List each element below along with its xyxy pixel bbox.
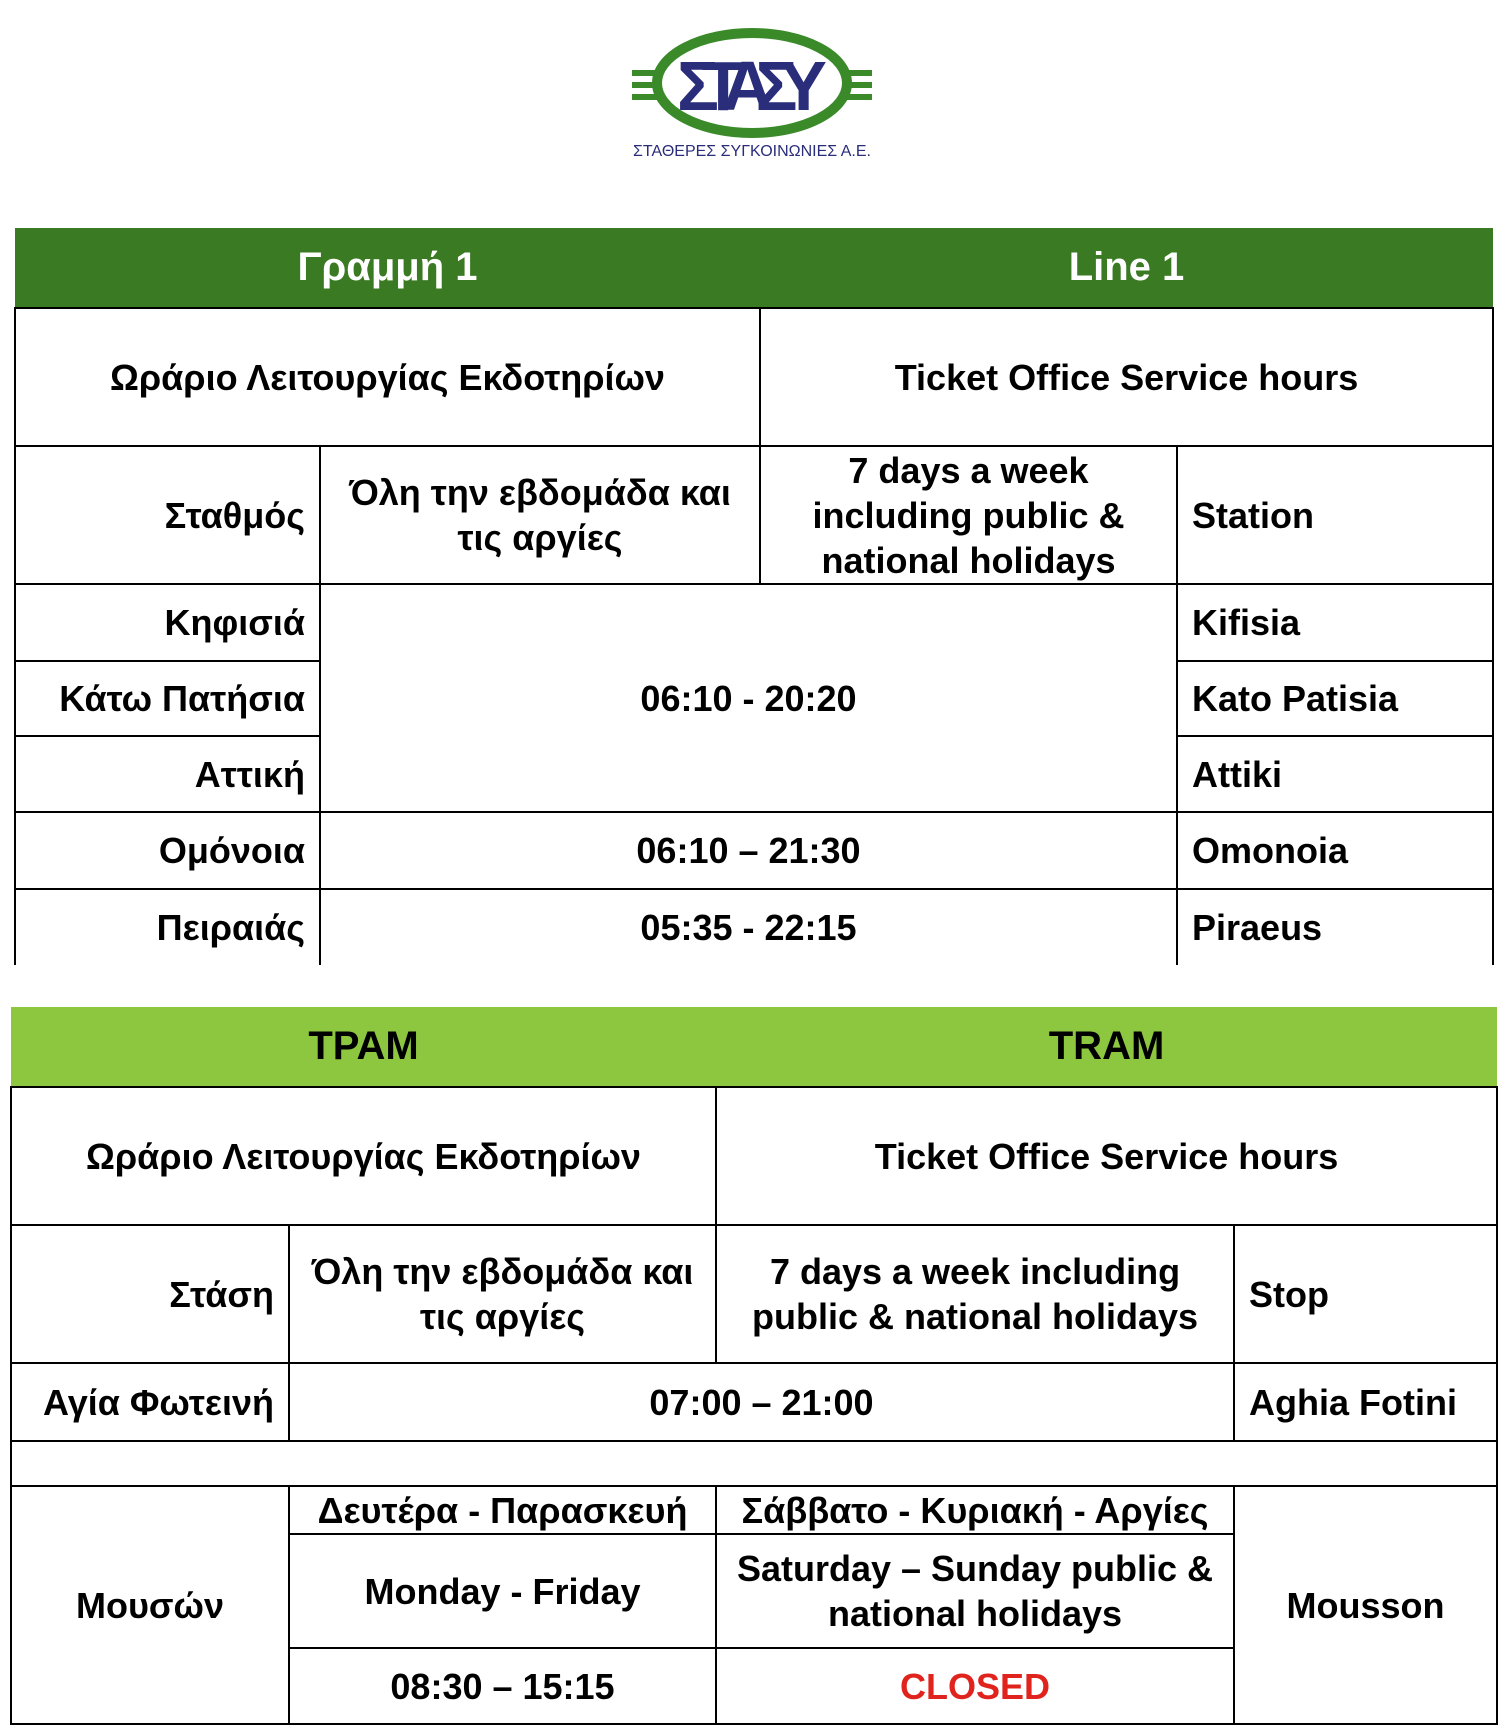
tram-col-days-gr: Όλη την εβδομάδα και τις αργίες [289,1225,716,1363]
station-gr: Κάτω Πατήσια [15,661,320,736]
station-en: Kato Patisia [1177,661,1493,736]
hours-value: 05:35 - 22:15 [320,889,1177,965]
station-en: Attiki [1177,736,1493,812]
tram-col-stop-gr: Στάση [11,1225,289,1363]
station-gr: Πειραιάς [15,889,320,965]
weekend-label-gr: Σάββατο - Κυριακή - Αργίες [716,1486,1234,1534]
table-row [11,1363,1497,1441]
station-gr: Ομόνοια [15,812,320,889]
line1-col-station-en: Station [1177,446,1493,584]
station-en: Omonoia [1177,812,1493,889]
tram-header-en: TRAM [716,1007,1497,1087]
line1-subtitle-gr: Ωράριο Λειτουργίας Εκδοτηρίων [15,308,760,446]
line1-col-days-en: 7 days a week including public & national holidays [760,446,1177,584]
tram-header-row [11,1007,1497,1087]
weekend-label-en: Saturday – Sunday public & national holidays [716,1534,1234,1648]
stop-gr: Μουσών [11,1486,289,1724]
logo-subtitle: ΣΤΑΘΕΡΕΣ ΣΥΓΚΟΙΝΩΝΙΕΣ Α.Ε. [633,143,871,160]
tram-subtitle-gr: Ωράριο Λειτουργίας Εκδοτηρίων [11,1087,716,1225]
station-en: Kifisia [1177,584,1493,661]
spacer-row [11,1441,1497,1486]
tram-table [10,1007,1498,1725]
line1-col-station-gr: Σταθμός [15,446,320,584]
stop-gr: Αγία Φωτεινή [11,1363,289,1441]
line1-col-days-gr: Όλη την εβδομάδα και τις αργίες [320,446,760,584]
line1-header-gr: Γραμμή 1 [15,228,760,308]
stop-en: Mousson [1234,1486,1497,1724]
weekday-label-en: Monday - Friday [289,1534,716,1648]
table-row [11,1486,1497,1534]
tram-subtitle-en: Ticket Office Service hours [716,1087,1497,1225]
stasy-logo [632,28,872,163]
line1-header-row [15,228,1493,308]
logo-wordmark: ΣΤΑΣΥ [677,47,827,125]
weekend-hours-closed: CLOSED [716,1648,1234,1724]
tram-column-row [11,1225,1497,1363]
line1-subtitle-row [15,308,1493,446]
table-row [15,584,1493,661]
line1-header-en: Line 1 [760,228,1493,308]
tram-col-stop-en: Stop [1234,1225,1497,1363]
hours-value: 06:10 – 21:30 [320,812,1177,889]
weekday-label-gr: Δευτέρα - Παρασκευή [289,1486,716,1534]
hours-value: 06:10 - 20:20 [320,584,1177,812]
weekday-hours: 08:30 – 15:15 [289,1648,716,1724]
line1-subtitle-en: Ticket Office Service hours [760,308,1493,446]
line1-table [14,228,1494,965]
tram-col-days-en: 7 days a week including public & national holidays [716,1225,1234,1363]
station-gr: Κηφισιά [15,584,320,661]
hours-value: 07:00 – 21:00 [289,1363,1234,1441]
table-row [15,812,1493,889]
line1-column-row [15,446,1493,584]
stop-en: Aghia Fotini [1234,1363,1497,1441]
station-en: Piraeus [1177,889,1493,965]
spacer-cell [11,1441,1497,1486]
table-row [15,889,1493,965]
tram-header-gr: ΤΡΑΜ [11,1007,716,1087]
station-gr: Αττική [15,736,320,812]
tram-subtitle-row [11,1087,1497,1225]
